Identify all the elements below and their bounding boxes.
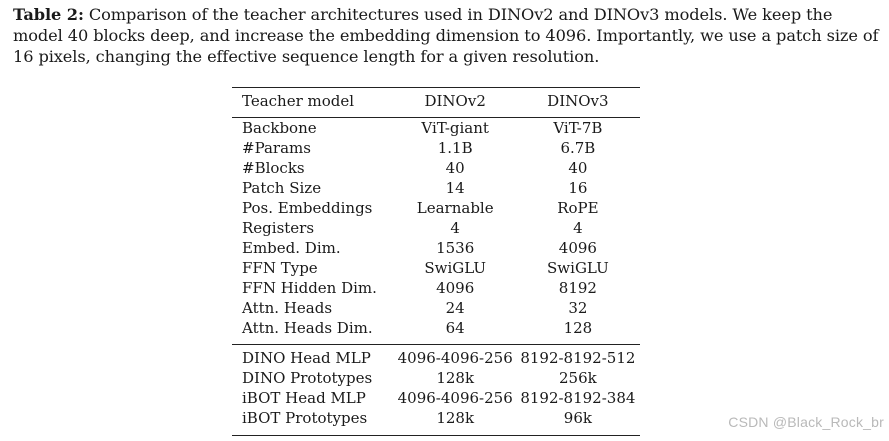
row-label-cell: Attn. Heads Dim. — [242, 319, 373, 337]
table-row — [232, 114, 640, 138]
dinov3-value-cell: SwiGLU — [547, 259, 609, 277]
row-label-cell: Patch Size — [242, 179, 322, 197]
dinov3-value-cell: 256k — [559, 369, 597, 387]
dinov3-value-cell: 128 — [563, 319, 593, 337]
table-bottom-rule — [232, 435, 640, 436]
table-row — [232, 368, 640, 388]
dinov3-value-cell: 4 — [573, 219, 583, 237]
row-label-cell: FFN Type — [242, 259, 318, 277]
dinov2-value-cell: 128k — [436, 369, 475, 387]
table-row — [232, 388, 640, 408]
table-header-row — [232, 88, 640, 114]
row-label-cell: #Params — [242, 139, 311, 157]
table-caption — [13, 4, 879, 67]
caption-label: Table 2: — [13, 5, 84, 24]
comparison-table — [232, 88, 640, 428]
table-row — [232, 198, 640, 218]
dinov2-value-cell: 4 — [450, 219, 460, 237]
caption-text: Comparison of the teacher architectures used in DINOv2 and DINOv3 models. We keep the model 40 blocks deep, and increase the embedding dimension to 4096. Importantly, we use a patch size of 16 pixels, changing the effective sequence length for a given resolution. — [13, 5, 879, 66]
dinov3-value-cell: 96k — [563, 409, 592, 427]
dinov2-value-cell: ViT-giant — [421, 119, 489, 137]
table-row — [232, 178, 640, 198]
table-row — [232, 344, 640, 368]
table-row — [232, 158, 640, 178]
table-row — [232, 238, 640, 258]
dinov2-value-cell: 4096 — [436, 279, 475, 297]
row-label-cell: iBOT Head MLP — [242, 389, 366, 407]
row-label-cell: FFN Hidden Dim. — [242, 279, 377, 297]
dinov3-value-cell: 40 — [568, 159, 588, 177]
dinov3-value-cell: 8192 — [558, 279, 597, 297]
watermark: CSDN @Black_Rock_br — [728, 414, 884, 430]
row-label-cell: #Blocks — [242, 159, 305, 177]
table-row — [232, 298, 640, 318]
row-label-cell: Registers — [242, 219, 315, 237]
table-row — [232, 408, 640, 428]
row-label-cell: Embed. Dim. — [242, 239, 341, 257]
dinov2-value-cell: 4096-4096-256 — [397, 389, 513, 407]
row-label-cell: Attn. Heads — [242, 299, 333, 317]
dinov3-value-cell: 32 — [568, 299, 588, 317]
dinov2-value-cell: 128k — [436, 409, 475, 427]
header-cell-dinov3: DINOv3 — [547, 92, 609, 110]
dinov3-value-cell: ViT-7B — [553, 119, 603, 137]
dinov2-value-cell: 1536 — [436, 239, 475, 257]
header-cell-teacher-model: Teacher model — [242, 92, 355, 110]
dinov2-value-cell: 1.1B — [437, 139, 473, 157]
table-row — [232, 318, 640, 344]
dinov2-value-cell: 4096-4096-256 — [397, 349, 513, 367]
dinov3-value-cell: 8192-8192-384 — [520, 389, 636, 407]
dinov2-value-cell: Learnable — [416, 199, 494, 217]
row-label-cell: DINO Head MLP — [242, 349, 371, 367]
dinov2-value-cell: 24 — [445, 299, 465, 317]
dinov2-value-cell: 40 — [445, 159, 465, 177]
dinov2-value-cell: 14 — [445, 179, 465, 197]
dinov3-value-cell: 6.7B — [560, 139, 596, 157]
dinov3-value-cell: RoPE — [557, 199, 599, 217]
table-row — [232, 218, 640, 238]
dinov3-value-cell: 4096 — [558, 239, 597, 257]
row-label-cell: iBOT Prototypes — [242, 409, 368, 427]
dinov2-value-cell: SwiGLU — [424, 259, 487, 277]
table-row — [232, 138, 640, 158]
row-label-cell: Pos. Embeddings — [242, 199, 373, 217]
table-row — [232, 278, 640, 298]
header-cell-dinov2: DINOv2 — [424, 92, 486, 110]
row-label-cell: Backbone — [242, 119, 317, 137]
table-row — [232, 258, 640, 278]
dinov2-value-cell: 64 — [445, 319, 465, 337]
dinov3-value-cell: 8192-8192-512 — [520, 349, 636, 367]
dinov3-value-cell: 16 — [568, 179, 588, 197]
row-label-cell: DINO Prototypes — [242, 369, 373, 387]
